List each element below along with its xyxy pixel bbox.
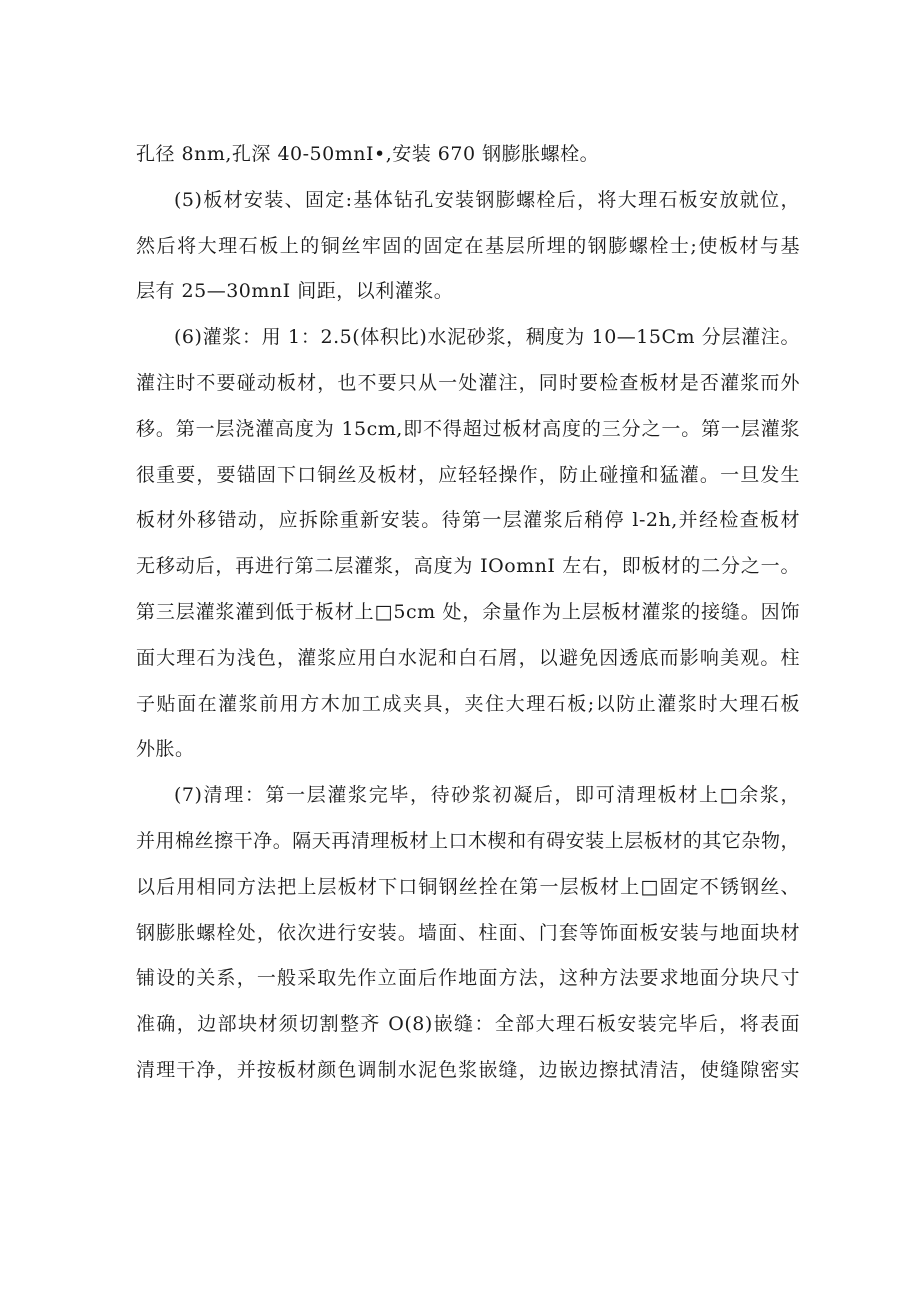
paragraph-6-start: (6)灌浆：用 1：2.5(体积比)水泥砂浆，稠度为 10—15Cm 分层灌注。 bbox=[174, 326, 800, 349]
text-line: 移。第一层浇灌高度为 15cm,即不得超过板材高度的三分之一。第一层灌浆 bbox=[136, 417, 800, 440]
paragraph-5-start: (5)板材安装、固定:基体钻孔安装钢膨螺栓后，将大理石板安放就位， bbox=[174, 188, 800, 211]
text-line: 然后将大理石板上的铜丝牢固的固定在基层所埋的钢膨螺栓士;使板材与基 bbox=[136, 234, 800, 257]
text-line: 灌注时不要碰动板材，也不要只从一处灌注，同时要检查板材是否灌浆而外 bbox=[136, 371, 800, 394]
body-text bbox=[136, 132, 800, 1094]
text-line: 第三层灌浆灌到低于板材上□5cm 处，余量作为上层板材灌浆的接缝。因饰 bbox=[136, 600, 800, 623]
text-line: 准确，边部块材须切割整齐 O(8)嵌缝：全部大理石板安装完毕后，将表面 bbox=[136, 1013, 800, 1036]
text-line: 外胀。 bbox=[136, 738, 195, 761]
text-line: 钢膨胀螺栓处，依次进行安装。墙面、柱面、门套等饰面板安装与地面块材 bbox=[136, 921, 800, 944]
paragraph-7-start: (7)清理：第一层灌浆完毕，待砂浆初凝后，即可清理板材上□余浆， bbox=[174, 784, 800, 807]
text-line: 铺设的关系，一般采取先作立面后作地面方法，这种方法要求地面分块尺寸 bbox=[136, 967, 800, 990]
text-line: 并用棉丝擦干净。隔天再清理板材上口木楔和有碍安装上层板材的其它杂物， bbox=[136, 829, 800, 852]
text-line: 以后用相同方法把上层板材下口铜钢丝拴在第一层板材上□固定不锈钢丝、 bbox=[136, 875, 800, 898]
text-line: 子贴面在灌浆前用方木加工成夹具，夹住大理石板;以防止灌浆时大理石板 bbox=[136, 692, 800, 715]
text-line: 层有 25—30mnI 间距，以利灌浆。 bbox=[136, 280, 454, 303]
text-line: 面大理石为浅色，灌浆应用白水泥和白石屑，以避免因透底而影响美观。柱 bbox=[136, 646, 800, 669]
text-line: 板材外移错动，应拆除重新安装。待第一层灌浆后稍停 l-2h,并经检查板材 bbox=[136, 509, 800, 532]
text-line: 很重要，要锚固下口铜丝及板材，应轻轻操作，防止碰撞和猛灌。一旦发生 bbox=[136, 463, 800, 486]
text-line: 无移动后，再进行第二层灌浆，高度为 IOomnI 左右，即板材的二分之一。 bbox=[136, 555, 800, 578]
text-line: 清理干净，并按板材颜色调制水泥色浆嵌缝，边嵌边擦拭清洁，使缝隙密实 bbox=[136, 1058, 800, 1081]
text-line: 孔径 8nm,孔深 40-50mnI•,安装 670 钢膨胀螺栓。 bbox=[136, 143, 600, 165]
